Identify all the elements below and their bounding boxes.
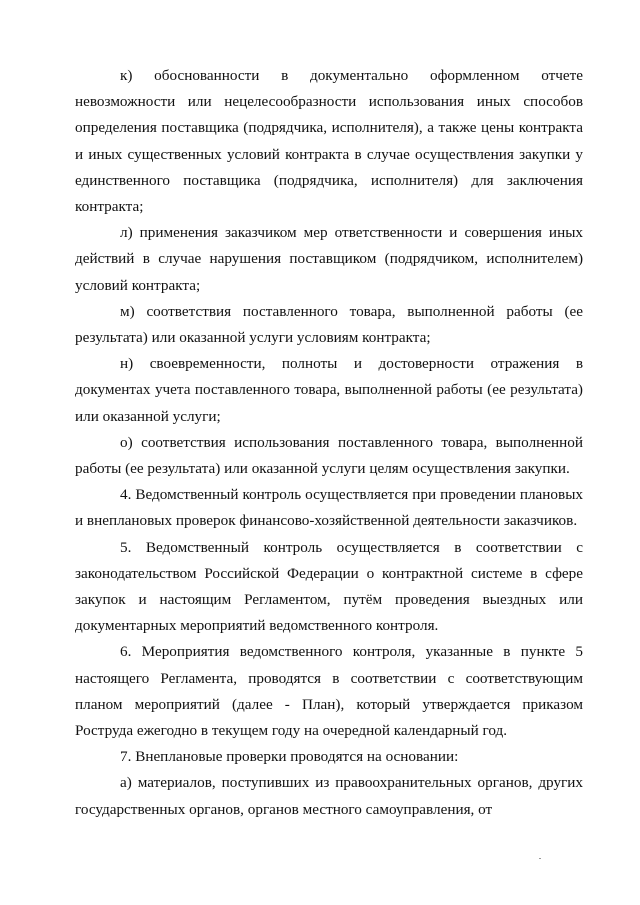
paragraph-6: 6. Мероприятия ведомственного контроля, указанные в пункте 5 настоящего Регламента, проводятся в соответствии с соответствующим планом мероприятий (далее - План), который утверждается приказом Роструда ежегодно в текущем году на очередной календарный год.: [75, 643, 583, 740]
document-page: [75, 63, 583, 823]
paragraph-m: м) соответствия поставленного товара, выполненной работы (ее результата) или оказанной услуги условиям контракта;: [75, 302, 583, 347]
paragraph-l: л) применения заказчиком мер ответственности и совершения иных действий в случае нарушения поставщиком (подрядчиком, исполнителем) условий контракта;: [75, 224, 583, 294]
scan-speck: [539, 858, 541, 859]
paragraph-o: о) соответствия использования поставленного товара, выполненной работы (ее результата) или оказанной услуги целям осуществления закупки.: [75, 433, 583, 478]
paragraph-7: 7. Внеплановые проверки проводятся на основании:: [120, 748, 459, 766]
paragraph-5: 5. Ведомственный контроль осуществляется в соответствии с законодательством Российской Федерации о контрактной системе в сфере закупок и настоящим Регламентом, путём проведения выездных или документарных мероприятий ведомственного контроля.: [75, 538, 583, 635]
paragraph-a: а) материалов, поступивших из правоохранительных органов, других государственных органов, органов местного самоуправления, от: [75, 774, 583, 818]
paragraph-n: н) своевременности, полноты и достоверности отражения в документах учета поставленного товара, выполненной работы (ее результата) или оказанной услуги;: [75, 355, 583, 425]
paragraph-k: к) обоснованности в документально оформленном отчете невозможности или нецелесообразности использования иных способов определения поставщика (подрядчика, исполнителя), а также цены контракта и иных существенных условий контракта в случае осуществления закупки у единственного поставщика (подрядчика, исполнителя) для заключения контракта;: [75, 67, 583, 216]
paragraph-4: 4. Ведомственный контроль осуществляется при проведении плановых и внеплановых проверок финансово-хозяйственной деятельности заказчиков.: [75, 486, 583, 530]
